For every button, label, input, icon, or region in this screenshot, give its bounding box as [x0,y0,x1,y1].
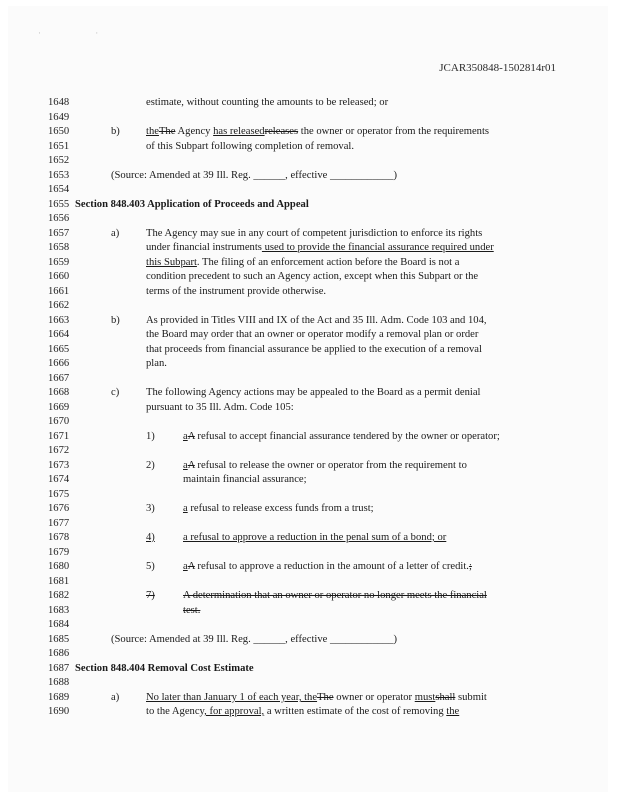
text-line: As provided in Titles VIII and IX of the Act and 35 Ill. Adm. Code 103 and 104, [146,315,487,326]
line-number: 1671 [48,431,70,442]
text-run: . The filing of an enforcement action before the Board is not a [196,257,460,268]
list-label: 1) [146,431,155,442]
text-run: the owner or operator from the requirements [298,126,490,137]
text-run: refusal to approve a reduction in the amount of a letter of credit. [194,561,469,572]
text-run: a written estimate of the cost of removing [264,706,447,717]
text-line: maintain financial assurance; [183,474,307,485]
line-number: 1664 [48,329,70,340]
text-run: refusal to release excess funds from a trust; [187,503,374,514]
deleted-text: A determination that an owner or operator no longer meets the financial [183,590,487,601]
text-line [183,561,472,573]
list-label: b) [111,126,120,137]
deleted-text: ; [468,561,472,572]
line-number: 1661 [48,286,70,297]
line-number: 1680 [48,561,70,572]
line-number: 1666 [48,358,70,369]
line-number: 1682 [48,590,70,601]
section-heading: Section 848.404 Removal Cost Estimate [75,663,254,674]
list-label: c) [111,387,120,398]
text-run: under financial instruments [146,242,262,253]
text-line [146,242,494,254]
line-number: 1684 [48,619,70,630]
inserted-text: a [183,503,188,514]
inserted-text: , for approval, [204,706,265,717]
line-number: 1690 [48,706,70,717]
source-note: (Source: Amended at 39 Ill. Reg. ______, effective ____________) [111,634,398,645]
deleted-text: The [158,126,176,137]
inserted-text: the [146,126,159,137]
line-number: 1681 [48,576,70,587]
deleted-text: releases [264,126,299,137]
inserted-text: used to provide the financial assurance required under [261,242,494,253]
line-number: 1668 [48,387,70,398]
line-number: 1683 [48,605,70,616]
line-number: 1655 [48,199,70,210]
line-number: 1662 [48,300,70,311]
text-line: plan. [146,358,167,369]
line-number: 1674 [48,474,70,485]
document-id: JCAR350848-1502814r01 [439,62,556,74]
line-number: 1663 [48,315,70,326]
text-run: Agency [175,126,214,137]
line-number: 1670 [48,416,70,427]
line-number: 1675 [48,489,70,500]
line-number: 1687 [48,663,70,674]
line-number: 1648 [48,97,70,108]
text-line [146,706,459,718]
text-line: of this Subpart following completion of removal. [146,141,355,152]
scan-dots: · · [38,28,125,38]
line-number: 1688 [48,677,70,688]
line-number: 1673 [48,460,70,471]
inserted-text: has released [213,126,265,137]
deleted-text: The [317,692,334,703]
text-line: the Board may order that an owner or operator modify a removal plan or order [146,329,479,340]
line-number: 1667 [48,373,70,384]
text-line: The following Agency actions may be appealed to the Board as a permit denial [146,387,481,398]
text-run: refusal to accept financial assurance tendered by the owner or operator; [194,431,500,442]
text-line: terms of the instrument provide otherwise. [146,286,327,297]
line-number: 1654 [48,184,70,195]
line-number: 1653 [48,170,70,181]
line-number: 1686 [48,648,70,659]
inserted-text: a refusal to approve a reduction in the penal sum of a bond; or [183,532,447,543]
list-label: a) [111,228,120,239]
line-number: 1685 [48,634,70,645]
inserted-text: a [183,460,188,471]
text-line: that proceeds from financial assurance be applied to the execution of a removal [146,344,482,355]
text-line: pursuant to 35 Ill. Adm. Code 105: [146,402,294,413]
line-number: 1652 [48,155,70,166]
inserted-text: a [183,561,188,572]
list-label: a) [111,692,120,703]
list-label: 2) [146,460,155,471]
text-run: submit [455,692,487,703]
line-number: 1672 [48,445,70,456]
line-number: 1676 [48,503,70,514]
inserted-text: No later than January 1 of each year, the [146,692,318,703]
line-number: 1657 [48,228,70,239]
deleted-text: A [187,431,195,442]
text-line [183,431,500,443]
list-label: 4) [146,532,155,543]
document-page [8,6,608,792]
line-number: 1678 [48,532,70,543]
text-run: to the Agency [146,706,205,717]
inserted-text: the [446,706,460,717]
line-number: 1660 [48,271,70,282]
text-run: refusal to release the owner or operator from the requirement to [194,460,467,471]
section-heading: Section 848.403 Application of Proceeds and Appeal [75,199,309,210]
text-line [146,257,459,269]
line-number: 1649 [48,112,70,123]
deleted-text: A [187,460,195,471]
inserted-text: a [183,431,188,442]
text-line: estimate, without counting the amounts to be released; or [146,97,389,108]
list-label: 5) [146,561,155,572]
line-number: 1650 [48,126,70,137]
list-label: b) [111,315,120,326]
inserted-text: must [414,692,436,703]
line-number: 1651 [48,141,70,152]
text-line: The Agency may sue in any court of competent jurisdiction to enforce its rights [146,228,483,239]
text-line: condition precedent to such an Agency action, except when this Subpart or the [146,271,479,282]
line-number: 1679 [48,547,70,558]
list-label: 7) [146,590,155,601]
source-note: (Source: Amended at 39 Ill. Reg. ______, effective ____________) [111,170,398,181]
line-number: 1677 [48,518,70,529]
text-run: owner or operator [333,692,415,703]
deleted-text: test. [183,605,201,616]
line-number: 1669 [48,402,70,413]
inserted-text: this Subpart [146,257,197,268]
line-number: 1665 [48,344,70,355]
line-number: 1658 [48,242,70,253]
text-line [146,692,487,704]
line-number: 1656 [48,213,70,224]
line-number: 1659 [48,257,70,268]
deleted-text: A [187,561,195,572]
list-label: 3) [146,503,155,514]
line-number: 1689 [48,692,70,703]
text-line [183,503,374,515]
text-line [146,126,489,138]
deleted-text: shall [435,692,456,703]
text-line [183,460,467,472]
